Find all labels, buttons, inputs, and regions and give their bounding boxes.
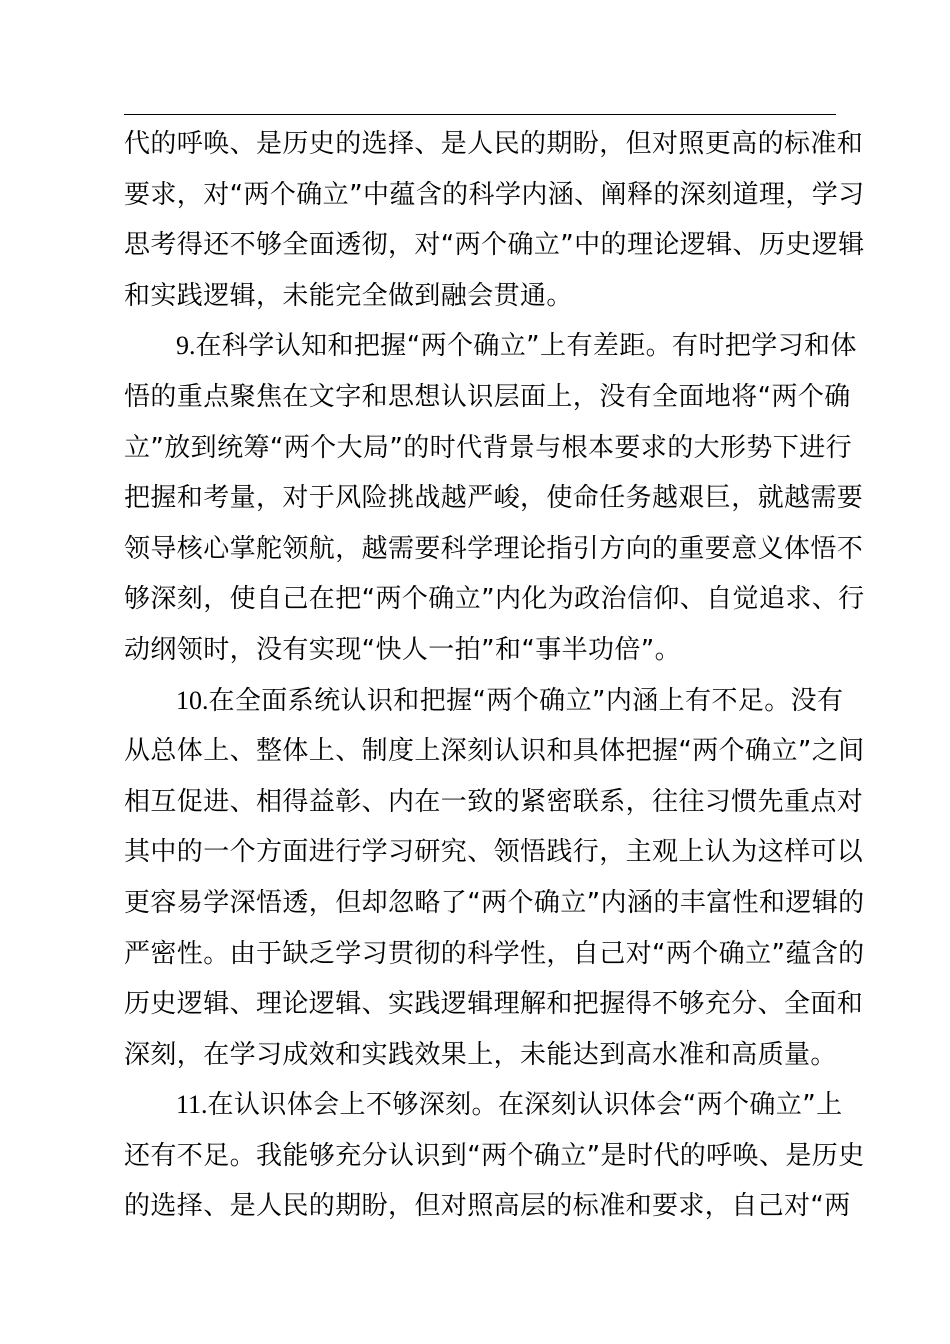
text-line: 立”放到统筹“两个大局”的时代背景与根本要求的大形势下进行 [124,432,853,463]
text-line-content: 在科学认知和把握“两个确立”上有差距。有时把学习和体 [195,331,857,362]
paragraph-11 [124,1080,865,1232]
text-line: 动纲领时，没有实现“快人一拍”和“事半功倍”。 [124,634,682,665]
text-line [124,1080,843,1131]
text-line: 的选择、是人民的期盼，但对照高层的标准和要求，自己对“两 [124,1191,851,1222]
text-line [124,321,857,372]
body-text [124,119,865,1232]
paragraph-number: 10. [176,685,209,715]
text-line: 领导核心掌舵领航，越需要科学理论指引方向的重要意义体悟不 [124,533,864,564]
text-line: 还有不足。我能够充分认识到“两个确立”是时代的呼唤、是历史 [124,1140,865,1171]
paragraph-8-continued [124,119,865,321]
text-line: 代的呼唤、是历史的选择、是人民的期盼，但对照更高的标准和 [124,129,864,159]
text-line: 更容易学深悟透，但却忽略了“两个确立”内涵的丰富性和逻辑的 [124,887,865,918]
text-line-content: 在全面系统认识和把握“两个确立”内涵上有不足。没有 [208,685,844,716]
text-line: 悟的重点聚焦在文字和思想认识层面上，没有全面地将“两个确 [124,381,851,412]
text-line: 其中的一个方面进行学习研究、领悟践行，主观上认为这样可以 [124,837,864,868]
text-line: 深刻，在学习成效和实践效果上，未能达到高水准和高质量。 [124,1039,837,1070]
paragraph-number: 11. [176,1090,208,1120]
text-line: 要求，对“两个确立”中蕴含的科学内涵、阐释的深刻道理，学习 [124,179,865,210]
header-rule [124,114,836,115]
text-line: 够深刻，使自己在把“两个确立”内化为政治信仰、自觉追求、行 [124,584,865,615]
paragraph-10 [124,676,865,1081]
text-line-content: 在认识体会上不够深刻。在深刻认识体会“两个确立”上 [207,1090,843,1121]
paragraph-9 [124,321,865,675]
text-line: 相互促进、相得益彰、内在一致的紧密联系，往往习惯先重点对 [124,786,864,817]
text-line: 从总体上、整体上、制度上深刻认识和具体把握“两个确立”之间 [124,736,865,767]
text-line: 历史逻辑、理论逻辑、实践逻辑理解和把握得不够充分、全面和 [124,989,864,1020]
text-line: 把握和考量，对于风险挑战越严峻，使命任务越艰巨，就越需要 [124,483,864,514]
text-line [124,676,844,727]
paragraph-number: 9. [176,331,196,361]
text-line: 思考得还不够全面透彻，对“两个确立”中的理论逻辑、历史逻辑 [124,230,865,261]
text-line: 和实践逻辑，未能完全做到融会贯通。 [124,280,573,311]
text-line: 严密性。由于缺乏学习贯彻的科学性，自己对“两个确立”蕴含的 [124,938,865,969]
